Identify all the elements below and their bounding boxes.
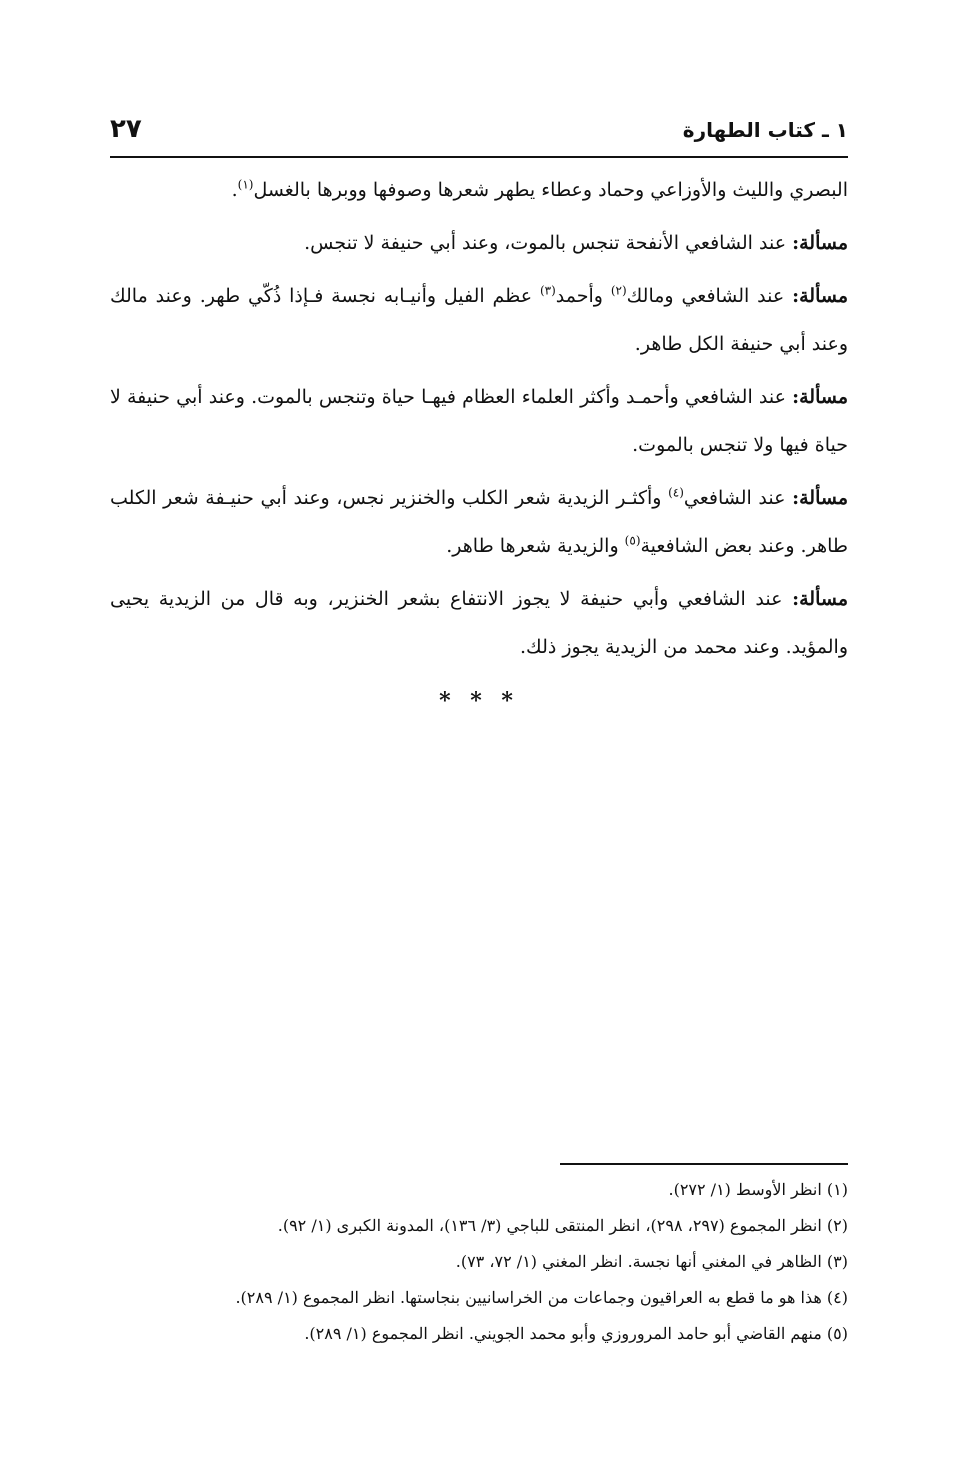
footnote-ref: (٢) [610, 283, 627, 298]
footnote: (١) انظر الأوسط (١/ ٢٧٢). [668, 1180, 848, 1199]
footnote: (٥) منهم القاضي أبو حامد المروروزي وأبو محمد الجويني. انظر المجموع (١/ ٢٨٩). [304, 1324, 848, 1343]
issue-label: مسألة: [792, 232, 848, 254]
issue-label: مسألة: [792, 285, 848, 307]
paragraph-text: عند الشافعي وأحمـد وأكثر العلماء العظام فيهـا حياة وتنجس بالموت. وعند أبي حنيفة لا حياة فيها ولا تنجس بالموت. [110, 386, 848, 456]
footnote: (٤) هذا هو ما قطع به العراقيون وجماعات من الخراسانيين بنجاستها. انظر المجموع (١/ ٢٨٩). [235, 1288, 848, 1307]
issue-label: مسألة: [792, 386, 848, 408]
issue-paragraph [110, 272, 848, 368]
paragraph-text: عند الشافعي ومالك [626, 285, 793, 307]
issue-paragraph [110, 575, 848, 671]
paragraph-tail: . [231, 179, 238, 201]
paragraph-text: وأحمد [555, 285, 611, 307]
issue-label: مسألة: [792, 487, 848, 509]
paragraph-text: عند الشافعي وأبي حنيفة لا يجوز الانتفاع بشعر الخنزير، وبه قال من الزيدية يحيى والمؤيد. وعند محمد من الزيدية يجوز ذلك. [110, 588, 848, 658]
paragraph-text: والزيدية شعرها طاهر. [446, 535, 625, 557]
page-number: ٢٧ [110, 114, 142, 144]
paragraph-continuation [110, 166, 848, 214]
footnote: (٢) انظر المجموع (٢٩٧، ٢٩٨)، انظر المنتقى للباجي (٣/ ١٣٦)، المدونة الكبرى (١/ ٩٢). [277, 1216, 848, 1235]
issue-label: مسألة: [792, 588, 848, 610]
page-header [110, 112, 848, 156]
issue-paragraph [110, 474, 848, 570]
footnote-ref: (٤) [668, 485, 684, 500]
section-divider: * * * [439, 688, 519, 714]
running-head: ١ ـ كتاب الطهارة [682, 118, 848, 142]
paragraph-text: عظم الفيل وأنيـابه نجسة فـإذا ذُكّي طهر. وعند مالك وعند أبي حنيفة الكل طاهر. [110, 285, 848, 355]
paragraph-text: عند الشافعي الأنفحة تنجس بالموت، وعند أبي حنيفة لا تنجس. [304, 232, 793, 254]
footnote-ref: (٥) [624, 533, 641, 548]
footnote: (٣) الظاهر في المغني أنها نجسة. انظر المغني (١/ ٧٢، ٧٣). [455, 1252, 848, 1271]
paragraph-text: البصري والليث والأوزاعي وحماد وعطاء يطهر شعرها وصوفها ووبرها بالغسل [253, 179, 848, 201]
main-text [110, 166, 848, 725]
header-rule [110, 156, 848, 158]
footnotes [110, 1172, 848, 1352]
issue-paragraph [110, 219, 848, 267]
issue-paragraph [110, 373, 848, 469]
footnote-rule [560, 1163, 848, 1165]
paragraph-text: وأكثـر الزيدية شعر الكلب والخنزير نجس، وعند أبي حنيـفة شعر الكلب طاهر. وعند بعض الشافعية [110, 487, 848, 557]
paragraph-text: عند الشافعي [683, 487, 793, 509]
footnote-ref: (٣) [539, 283, 556, 298]
footnote-ref: (١) [237, 177, 254, 192]
